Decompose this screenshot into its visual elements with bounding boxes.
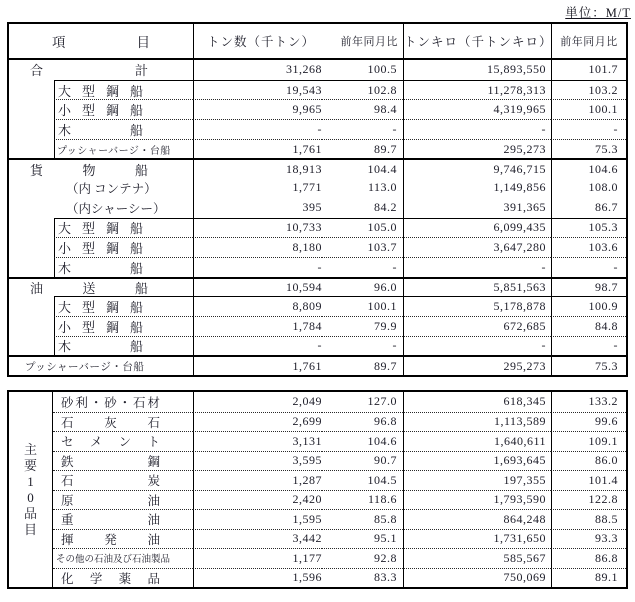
item-label-char: 油 [147,513,160,528]
commodity-table [7,390,628,589]
item-label [61,471,160,489]
tonkilo-value: 15,893,550 [403,60,551,80]
tonnage-value: 18,913 [193,160,322,178]
item-label-box [54,139,193,159]
item-label-char: ン [118,435,132,450]
item-cell [9,336,193,356]
tonkilo-ratio-value: 103.6 [551,237,626,257]
item-label-char: 砂 [104,395,117,410]
tonkilo-ratio-value: 89.1 [551,568,626,588]
row-indent-strip [9,119,54,139]
tonkilo-value: 1,640,611 [403,431,551,451]
tonnage-value: 395 [193,198,322,218]
item-label-char: 船 [134,162,148,178]
item-label-char: 鉄 [61,454,74,469]
tonnage-value: - [193,119,322,139]
tonkilo-ratio-value: 101.7 [551,60,626,80]
tonnage-value: 31,268 [193,60,322,80]
tonkilo-ratio-value: 104.6 [551,160,626,178]
tonnage-value: 1,596 [193,568,322,588]
item-label-char: 小 [58,319,72,335]
item-label-char: メ [89,435,103,450]
tonnage-value: 1,784 [193,316,322,336]
tonnage-value: 19,543 [193,80,322,100]
tonnage-value: 1,177 [193,548,322,568]
item-label [58,258,143,277]
row-indent-strip [9,296,54,316]
tonkilo-value: 4,319,965 [403,99,551,119]
table-row [53,490,626,510]
tonkilo-ratio-value: 98.7 [551,279,626,297]
item-label [58,100,143,119]
table-row [9,237,626,257]
item-label-char: 揮 [61,532,74,547]
table-row [53,509,626,529]
ton-ratio-value: 85.8 [322,509,403,529]
tonkilo-ratio-value: 86.8 [551,548,626,568]
side-label-char: 目 [23,521,37,537]
item-label-char: 石 [61,474,74,489]
item-label [30,60,148,79]
side-label-char: 主 [23,441,37,457]
side-label-char: 要 [23,457,37,473]
table-row [53,451,626,471]
col-header-tonnage-group [193,24,403,58]
item-label-char: 発 [104,532,117,547]
side-label-char: 1 [27,473,34,489]
row-indent-strip [9,336,54,356]
item-cell [53,451,193,471]
tonkilo-value: - [403,119,551,139]
tonnage-value: - [193,257,322,277]
table-row [53,568,626,588]
ton-ratio-value: 95.1 [322,529,403,549]
tonnage-value: 3,595 [193,451,322,471]
ton-ratio-value: 104.6 [322,431,403,451]
table-row [9,158,626,178]
tonkilo-value: 295,273 [403,357,551,375]
tonkilo-ratio-value: 86.7 [551,198,626,218]
table-row [9,99,626,119]
tonkilo-ratio-value: 103.2 [551,80,626,100]
item-label [30,278,148,297]
item-cell [9,119,193,139]
item-label-char: 鋼 [147,454,160,469]
tonnage-table-header [9,24,626,60]
ton-ratio-value: 105.0 [322,218,403,238]
tonkilo-ratio-value: 100.1 [551,99,626,119]
item-label-char: 船 [129,83,143,99]
ton-ratio-value: 84.2 [374,200,397,215]
item-label [58,81,143,100]
tonkilo-ratio-value: - [551,257,626,277]
tonnage-value: 1,287 [193,470,322,490]
col-header-item-char: 項 [52,35,66,50]
item-label-char: 鋼 [105,103,119,119]
tonkilo-ratio-value: 93.3 [551,529,626,549]
table-row [9,198,626,218]
item-label-char: 炭 [147,474,160,489]
tonkilo-value: 295,273 [403,139,551,159]
table-row [53,470,626,490]
commodity-table-side-label [9,392,53,587]
tonnage-table-body [9,60,626,375]
tonkilo-value: 6,099,435 [403,218,551,238]
tonkilo-value: 1,731,650 [403,529,551,549]
ton-ratio-value: 96.0 [374,279,397,294]
item-cell [53,392,193,412]
item-label-char: 船 [129,300,143,316]
item-cell [9,237,193,257]
col-header-tonnage: トン数（千トン） [207,35,316,49]
item-label-box [54,218,193,238]
item-label-char: 船 [129,241,143,257]
tonkilo-value: 750,069 [403,568,551,588]
tonnage-value: 9,965 [193,99,322,119]
ton-ratio-value: 100.5 [367,62,397,77]
row-indent-strip [9,80,54,100]
tonnage-value: 1,595 [193,509,322,529]
table-row [9,336,626,356]
item-label-char: 貨 [30,162,44,178]
table-row [9,80,626,100]
tonnage-value: 8,809 [193,296,322,316]
tonkilo-value: 197,355 [403,470,551,490]
tonkilo-value: 9,746,715 [403,160,551,178]
item-cell [53,470,193,490]
unit-label: 単位：M/T [565,6,631,20]
item-label [61,530,160,548]
tonnage-value: 2,699 [193,412,322,432]
item-label-char: 鋼 [105,300,119,316]
item-label [58,336,143,355]
item-label-char: 船 [129,319,143,335]
col-header-tonkilo-ratio: 前年同月比 [551,24,626,58]
item-label-char: 灰 [104,415,117,430]
item-label-char: 物 [82,162,96,178]
table-row [53,529,626,549]
tonkilo-value: 1,113,589 [403,412,551,432]
col-header-ton-ratio: 前年同月比 [340,36,398,48]
item-label-box [54,336,193,356]
item-label-char: 送 [82,280,96,296]
item-cell [53,490,193,510]
item-label-char: 化 [61,571,74,586]
commodity-table-body [53,392,626,587]
tonkilo-ratio-value: 109.1 [551,431,626,451]
item-cell [9,160,193,178]
ton-ratio-value: 127.0 [367,394,397,409]
row-indent-strip [9,218,54,238]
item-label-char: 船 [129,221,143,237]
tonkilo-value: 5,178,878 [403,296,551,316]
item-label-char: 型 [81,221,95,237]
item-label [58,238,143,257]
item-label-box [54,237,193,257]
tonkilo-ratio-value: 84.8 [551,316,626,336]
item-label: （内シャーシー） [66,201,166,216]
ton-ratio-value: 90.7 [322,451,403,471]
item-cell [9,257,193,277]
item-label: プッシャーバージ・台船 [57,145,171,157]
item-label-char: 型 [81,300,95,316]
ton-ratio-value: 118.6 [322,490,403,510]
ton-ratio-value: 79.9 [322,316,403,336]
col-header-item-char: 目 [136,35,150,50]
ton-ratio-value: 104.4 [367,161,397,176]
ton-ratio-value: 89.7 [322,139,403,159]
ton-ratio-value: 89.7 [374,358,397,373]
ton-ratio-value: - [322,336,403,356]
item-label: （内 コンテナ） [66,181,157,196]
table-row [9,277,626,297]
tonkilo-ratio-value: 75.3 [551,357,626,375]
item-label-char: 石 [61,415,74,430]
item-label [30,160,148,179]
tonkilo-value: 585,567 [403,548,551,568]
item-label-char: ・ [118,395,132,410]
tonnage-value: 8,180 [193,237,322,257]
item-label-char: 船 [129,339,143,355]
tonnage-value: 10,733 [193,218,322,238]
item-cell [9,60,193,80]
ton-ratio-value: 96.8 [322,412,403,432]
tonkilo-ratio-value: 108.0 [551,178,626,198]
table-row [9,119,626,139]
item-cell [9,357,193,375]
item-cell [9,316,193,336]
tonnage-value: 2,049 [193,392,322,412]
item-label-char: 小 [58,103,72,119]
tonkilo-value: 672,685 [403,316,551,336]
table-row [53,412,626,432]
tonkilo-ratio-value: 86.0 [551,451,626,471]
item-label: プッシャーバージ・台船 [25,361,145,373]
table-row [9,178,626,198]
tonkilo-value: 1,793,590 [403,490,551,510]
table-row [9,296,626,316]
item-label-char: 材 [147,395,160,410]
item-label-char: 大 [58,300,72,316]
ton-ratio-value: 83.3 [322,568,403,588]
item-label-char: 鋼 [105,83,119,99]
tonkilo-value: 864,248 [403,509,551,529]
item-label-char: ・ [89,395,103,410]
item-label-char: 型 [81,83,95,99]
tonkilo-value: 391,365 [403,198,551,218]
item-label-char: 薬 [118,571,132,586]
ton-ratio-value: 92.8 [322,548,403,568]
item-label-char: 小 [58,241,72,257]
item-label-char: 油 [30,280,44,296]
item-label [61,491,160,509]
item-label [58,317,143,336]
item-label-char: セ [61,435,74,450]
row-indent-strip [9,257,54,277]
item-label [61,393,160,411]
item-label-char: 木 [58,339,72,355]
tonkilo-ratio-value: 75.3 [551,139,626,159]
item-label [58,120,143,139]
item-label [61,569,160,587]
tonkilo-ratio-value: 105.3 [551,218,626,238]
item-label: その他の石油及び石油製品 [56,555,171,566]
item-label [58,297,143,316]
item-label-box [54,257,193,277]
row-indent-strip [9,139,54,159]
tonkilo-value: - [403,336,551,356]
item-cell [9,139,193,159]
tonnage-value: 1,771 [193,178,322,198]
item-label-char: 大 [58,83,72,99]
item-label-box [54,296,193,316]
item-cell [53,509,193,529]
item-cell [53,548,193,568]
tonkilo-value: - [403,257,551,277]
item-label-char: 鋼 [105,221,119,237]
row-indent-strip [9,316,54,336]
ton-ratio-value: 102.8 [322,80,403,100]
tonnage-value: 3,131 [193,431,322,451]
item-label-char: 船 [129,103,143,119]
item-cell [9,296,193,316]
item-label-char: 合 [30,63,44,79]
item-cell [53,568,193,588]
item-cell [9,80,193,100]
item-label [61,413,160,431]
row-indent-strip [9,237,54,257]
item-label-char: 鋼 [105,241,119,257]
table-row [9,218,626,238]
row-indent-strip [9,99,54,119]
item-cell [9,279,193,297]
item-label-char: 木 [58,122,72,138]
item-label-char: 原 [61,493,74,508]
item-cell [9,99,193,119]
item-cell [53,529,193,549]
tonkilo-ratio-value: 88.5 [551,509,626,529]
item-label-char: 重 [61,513,74,528]
item-label [61,432,160,450]
item-cell [53,412,193,432]
item-label-box [54,80,193,100]
item-cell [9,198,193,218]
tonkilo-ratio-value: 122.8 [551,490,626,510]
item-cell [53,431,193,451]
tonkilo-ratio-value: - [551,119,626,139]
item-label-char: 利 [75,395,88,410]
table-row [53,392,626,412]
table-row [53,431,626,451]
tonnage-value: 1,761 [193,357,322,375]
table-row [9,316,626,336]
col-header-item [9,24,193,58]
item-label-char: 砂 [61,395,74,410]
item-label-char: 品 [147,571,160,586]
item-label-box [54,119,193,139]
item-cell [9,218,193,238]
table-row [53,548,626,568]
table-row [9,139,626,159]
side-label-char: 品 [23,505,37,521]
item-label-char: 木 [58,260,72,276]
tonnage-value: 2,420 [193,490,322,510]
tonnage-value: 1,761 [193,139,322,159]
item-label-char: 油 [147,532,160,547]
tonkilo-value: 5,851,563 [403,279,551,297]
item-label-char: 大 [58,221,72,237]
table-row [9,257,626,277]
item-label [58,218,143,237]
item-label-char: 計 [134,63,148,79]
tonnage-value: 10,594 [193,279,322,297]
tonnage-value: 3,442 [193,529,322,549]
item-label-char: 型 [81,319,95,335]
tonkilo-value: 1,149,856 [403,178,551,198]
tonkilo-ratio-value: 101.4 [551,470,626,490]
tonnage-value: - [193,336,322,356]
ton-ratio-value: 98.4 [322,99,403,119]
tonkilo-value: 1,693,645 [403,451,551,471]
col-header-tonkilo: トンキロ（千トンキロ） [403,24,551,58]
tonkilo-ratio-value: 100.9 [551,296,626,316]
tonnage-table [7,22,628,377]
tonkilo-ratio-value: 133.2 [551,392,626,412]
item-label [61,510,160,528]
ton-ratio-value: 104.5 [322,470,403,490]
side-label-char: 0 [27,489,34,505]
item-label-char: 船 [129,122,143,138]
tonkilo-value: 618,345 [403,392,551,412]
item-label-char: 型 [81,103,95,119]
item-label-box [54,316,193,336]
item-label-char: 石 [147,415,160,430]
item-label-char: 石 [133,395,146,410]
tonkilo-value: 11,278,313 [403,80,551,100]
ton-ratio-value: 113.0 [367,180,397,195]
item-label-char: 船 [134,280,148,296]
ton-ratio-value: - [322,257,403,277]
tonkilo-value: 3,647,280 [403,237,551,257]
item-label-char: 学 [89,571,103,586]
table-row [9,355,626,375]
ton-ratio-value: 100.1 [322,296,403,316]
item-label-char: 油 [147,493,160,508]
item-label-char: 船 [129,260,143,276]
table-row [9,60,626,80]
ton-ratio-value: 103.7 [322,237,403,257]
item-label-char: 鋼 [105,319,119,335]
item-label-char: 型 [81,241,95,257]
item-label [61,452,160,470]
tonkilo-ratio-value: - [551,336,626,356]
tonkilo-ratio-value: 99.6 [551,412,626,432]
item-label-box [54,99,193,119]
item-cell [9,178,193,198]
ton-ratio-value: - [322,119,403,139]
item-label-char: ト [147,435,160,450]
